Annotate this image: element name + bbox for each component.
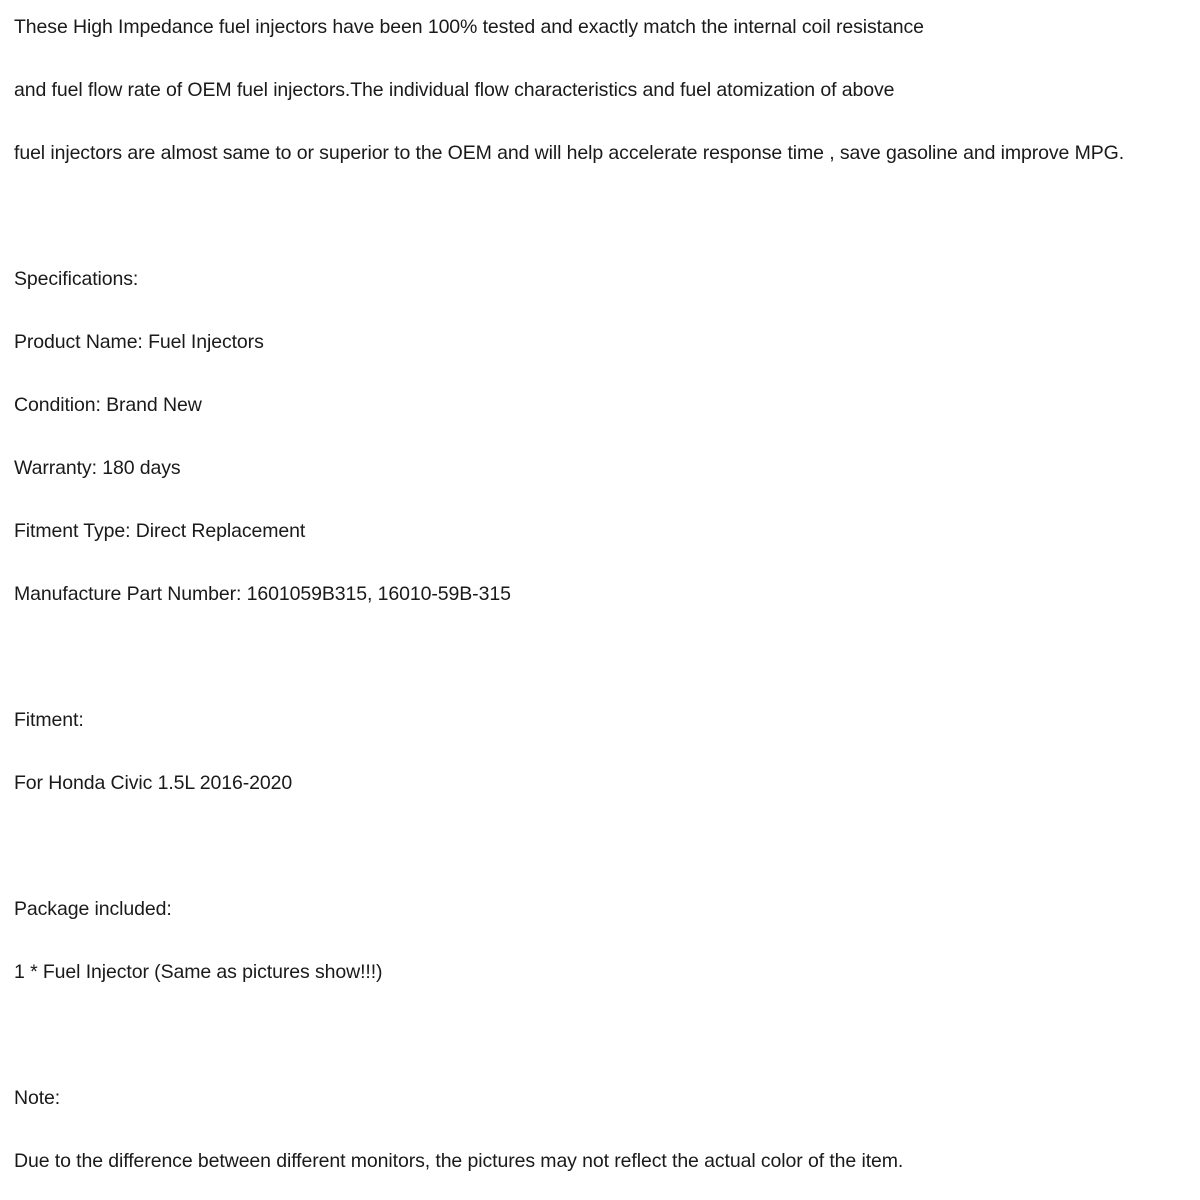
spec-condition: Condition: Brand New bbox=[14, 394, 202, 416]
note-heading: Note: bbox=[14, 1087, 61, 1109]
note-text: Due to the difference between different monitors, the pictures may not reflect the actual color of the item. bbox=[14, 1150, 904, 1172]
package-heading: Package included: bbox=[14, 898, 172, 920]
specifications-heading: Specifications: bbox=[14, 268, 139, 290]
spec-product-name: Product Name: Fuel Injectors bbox=[14, 331, 264, 353]
package-contents: 1 * Fuel Injector (Same as pictures show!!!) bbox=[14, 961, 383, 983]
spec-fitment-type: Fitment Type: Direct Replacement bbox=[14, 520, 306, 542]
intro-line-2: and fuel flow rate of OEM fuel injectors.The individual flow characteristics and fuel atomization of above bbox=[14, 79, 895, 101]
fitment-vehicle: For Honda Civic 1.5L 2016-2020 bbox=[14, 772, 293, 794]
fitment-heading: Fitment: bbox=[14, 709, 84, 731]
intro-line-1: These High Impedance fuel injectors have been 100% tested and exactly match the internal coil resistance bbox=[14, 16, 924, 38]
spec-part-number: Manufacture Part Number: 1601059B315, 16010-59B-315 bbox=[14, 583, 511, 605]
spec-warranty: Warranty: 180 days bbox=[14, 457, 181, 479]
intro-line-3: fuel injectors are almost same to or superior to the OEM and will help accelerate response time , save gasoline and improve MPG. bbox=[14, 142, 1125, 164]
